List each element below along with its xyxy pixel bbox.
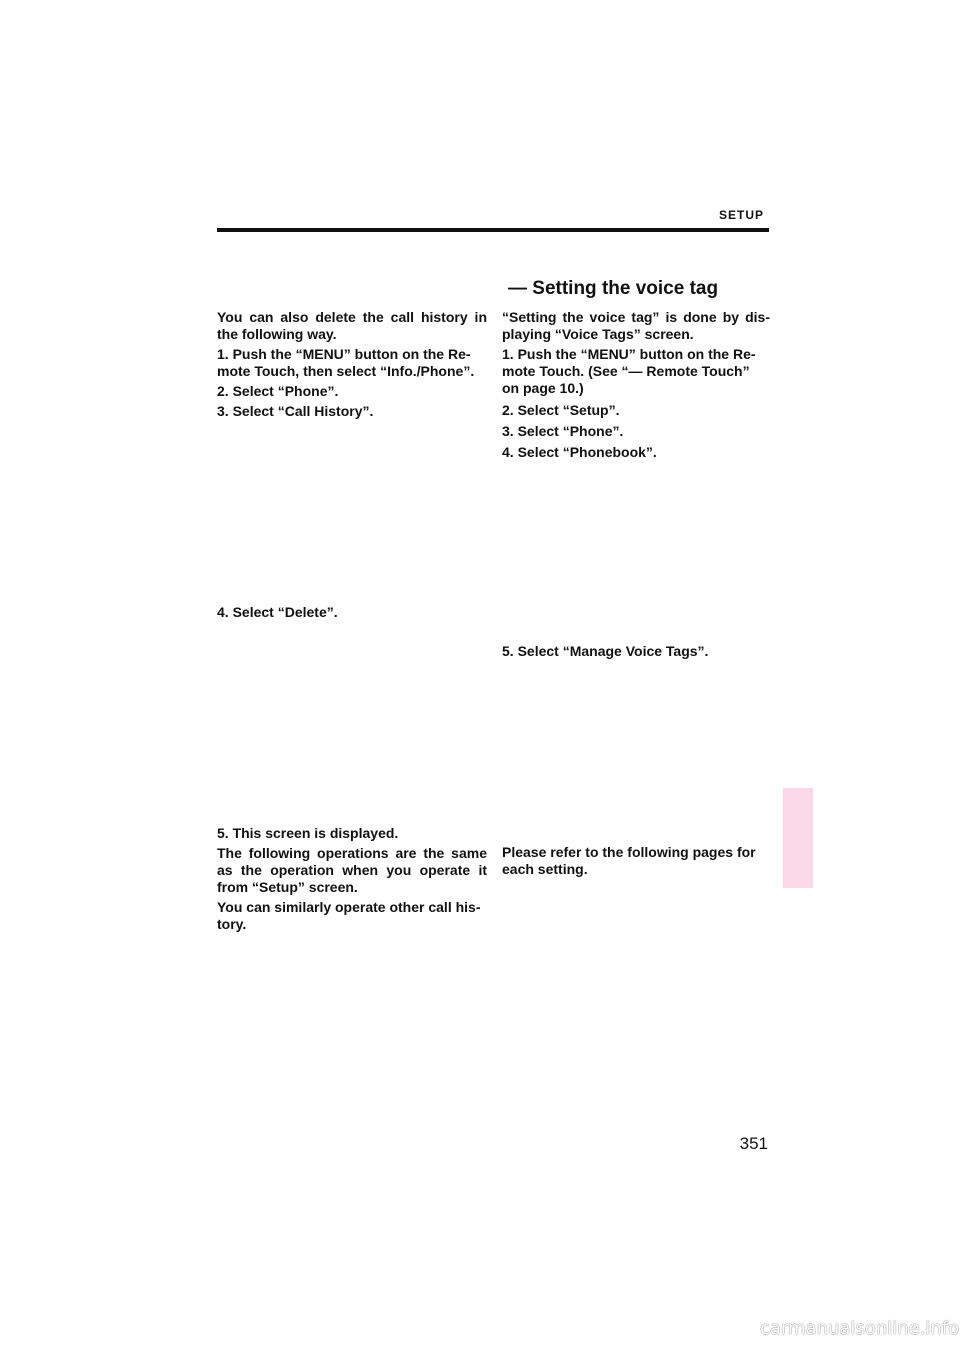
left-note-1: The following operations are the same as the operation when you operate it from “Setup” screen. xyxy=(217,845,487,895)
left-step-1: 1. Push the “MENU” button on the Re-mote Touch, then select “Info./Phone”. xyxy=(217,346,475,379)
right-refer-paragraph: Please refer to the following pages for each setting. xyxy=(502,844,756,877)
right-step-1: 1. Push the “MENU” button on the Re-mote Touch. (See “— Remote Touch” on page 10.) xyxy=(502,346,756,396)
header-rule xyxy=(217,228,769,232)
right-step-4: 4. Select “Phonebook”. xyxy=(502,444,657,460)
left-step-2: 2. Select “Phone”. xyxy=(217,383,339,399)
section-tab-marker xyxy=(783,788,813,888)
right-step-2: 2. Select “Setup”. xyxy=(502,402,620,418)
right-step-3: 3. Select “Phone”. xyxy=(502,423,624,439)
left-note-2: You can similarly operate other call his-tory. xyxy=(217,899,481,932)
page-number: 351 xyxy=(739,1134,768,1153)
right-step-5: 5. Select “Manage Voice Tags”. xyxy=(502,643,709,659)
running-header-section: SETUP xyxy=(718,208,764,222)
watermark: carmanualsonline.info xyxy=(760,1318,960,1339)
right-intro-paragraph: “Setting the voice tag” is done by dis-playing “Voice Tags” screen. xyxy=(502,309,770,342)
section-heading: — Setting the voice tag xyxy=(508,278,719,299)
left-step-5: 5. This screen is displayed. xyxy=(217,825,399,841)
left-step-4: 4. Select “Delete”. xyxy=(217,604,338,620)
left-step-3: 3. Select “Call History”. xyxy=(217,403,374,419)
left-intro-paragraph: You can also delete the call history in the following way. xyxy=(217,309,487,342)
